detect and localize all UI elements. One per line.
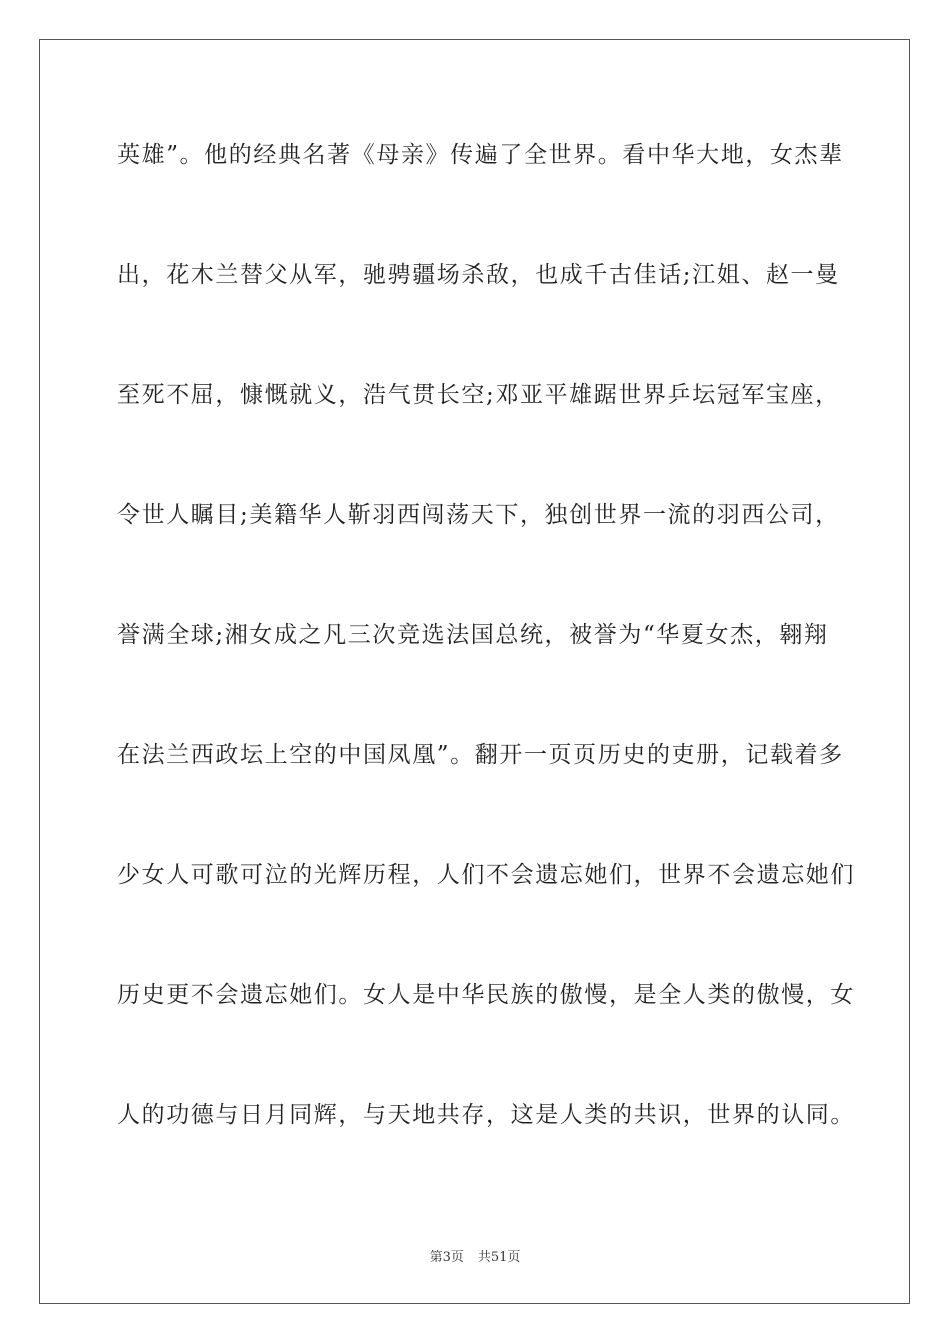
text-line: 出，花木兰替父从军，驰骋疆场杀敌，也成千古佳话;江姐、赵一曼 (117, 262, 840, 288)
text-line: 誉满全球;湘女成之凡三次竞选法国总统，被誉为“华夏女杰，翱翔 (117, 622, 829, 648)
text-line: 至死不屈，慷慨就义，浩气贯长空;邓亚平雄踞世界乒坛冠军宝座， (117, 382, 840, 408)
page-footer (0, 1246, 950, 1265)
page-number-current: 第3页 (429, 1250, 464, 1265)
text-line: 历史更不会遗忘她们。女人是中华民族的傲慢，是全人类的傲慢，女 (117, 982, 855, 1008)
text-line: 英雄”。他的经典名著《母亲》传遍了全世界。看中华大地，女杰辈 (117, 142, 844, 168)
text-line: 少女人可歌可泣的光辉历程，人们不会遗忘她们，世界不会遗忘她们 (117, 862, 855, 888)
text-line: 人的功德与日月同辉，与天地共存，这是人类的共识，世界的认同。 (117, 1102, 855, 1128)
text-line: 在法兰西政坛上空的中国凤凰”。翻开一页页历史的吏册，记载着多 (117, 742, 844, 768)
body-text (117, 125, 855, 1205)
text-line: 令世人瞩目;美籍华人靳羽西闯荡天下，独创世界一流的羽西公司， (117, 502, 840, 528)
page-number-total: 共51页 (477, 1250, 521, 1265)
